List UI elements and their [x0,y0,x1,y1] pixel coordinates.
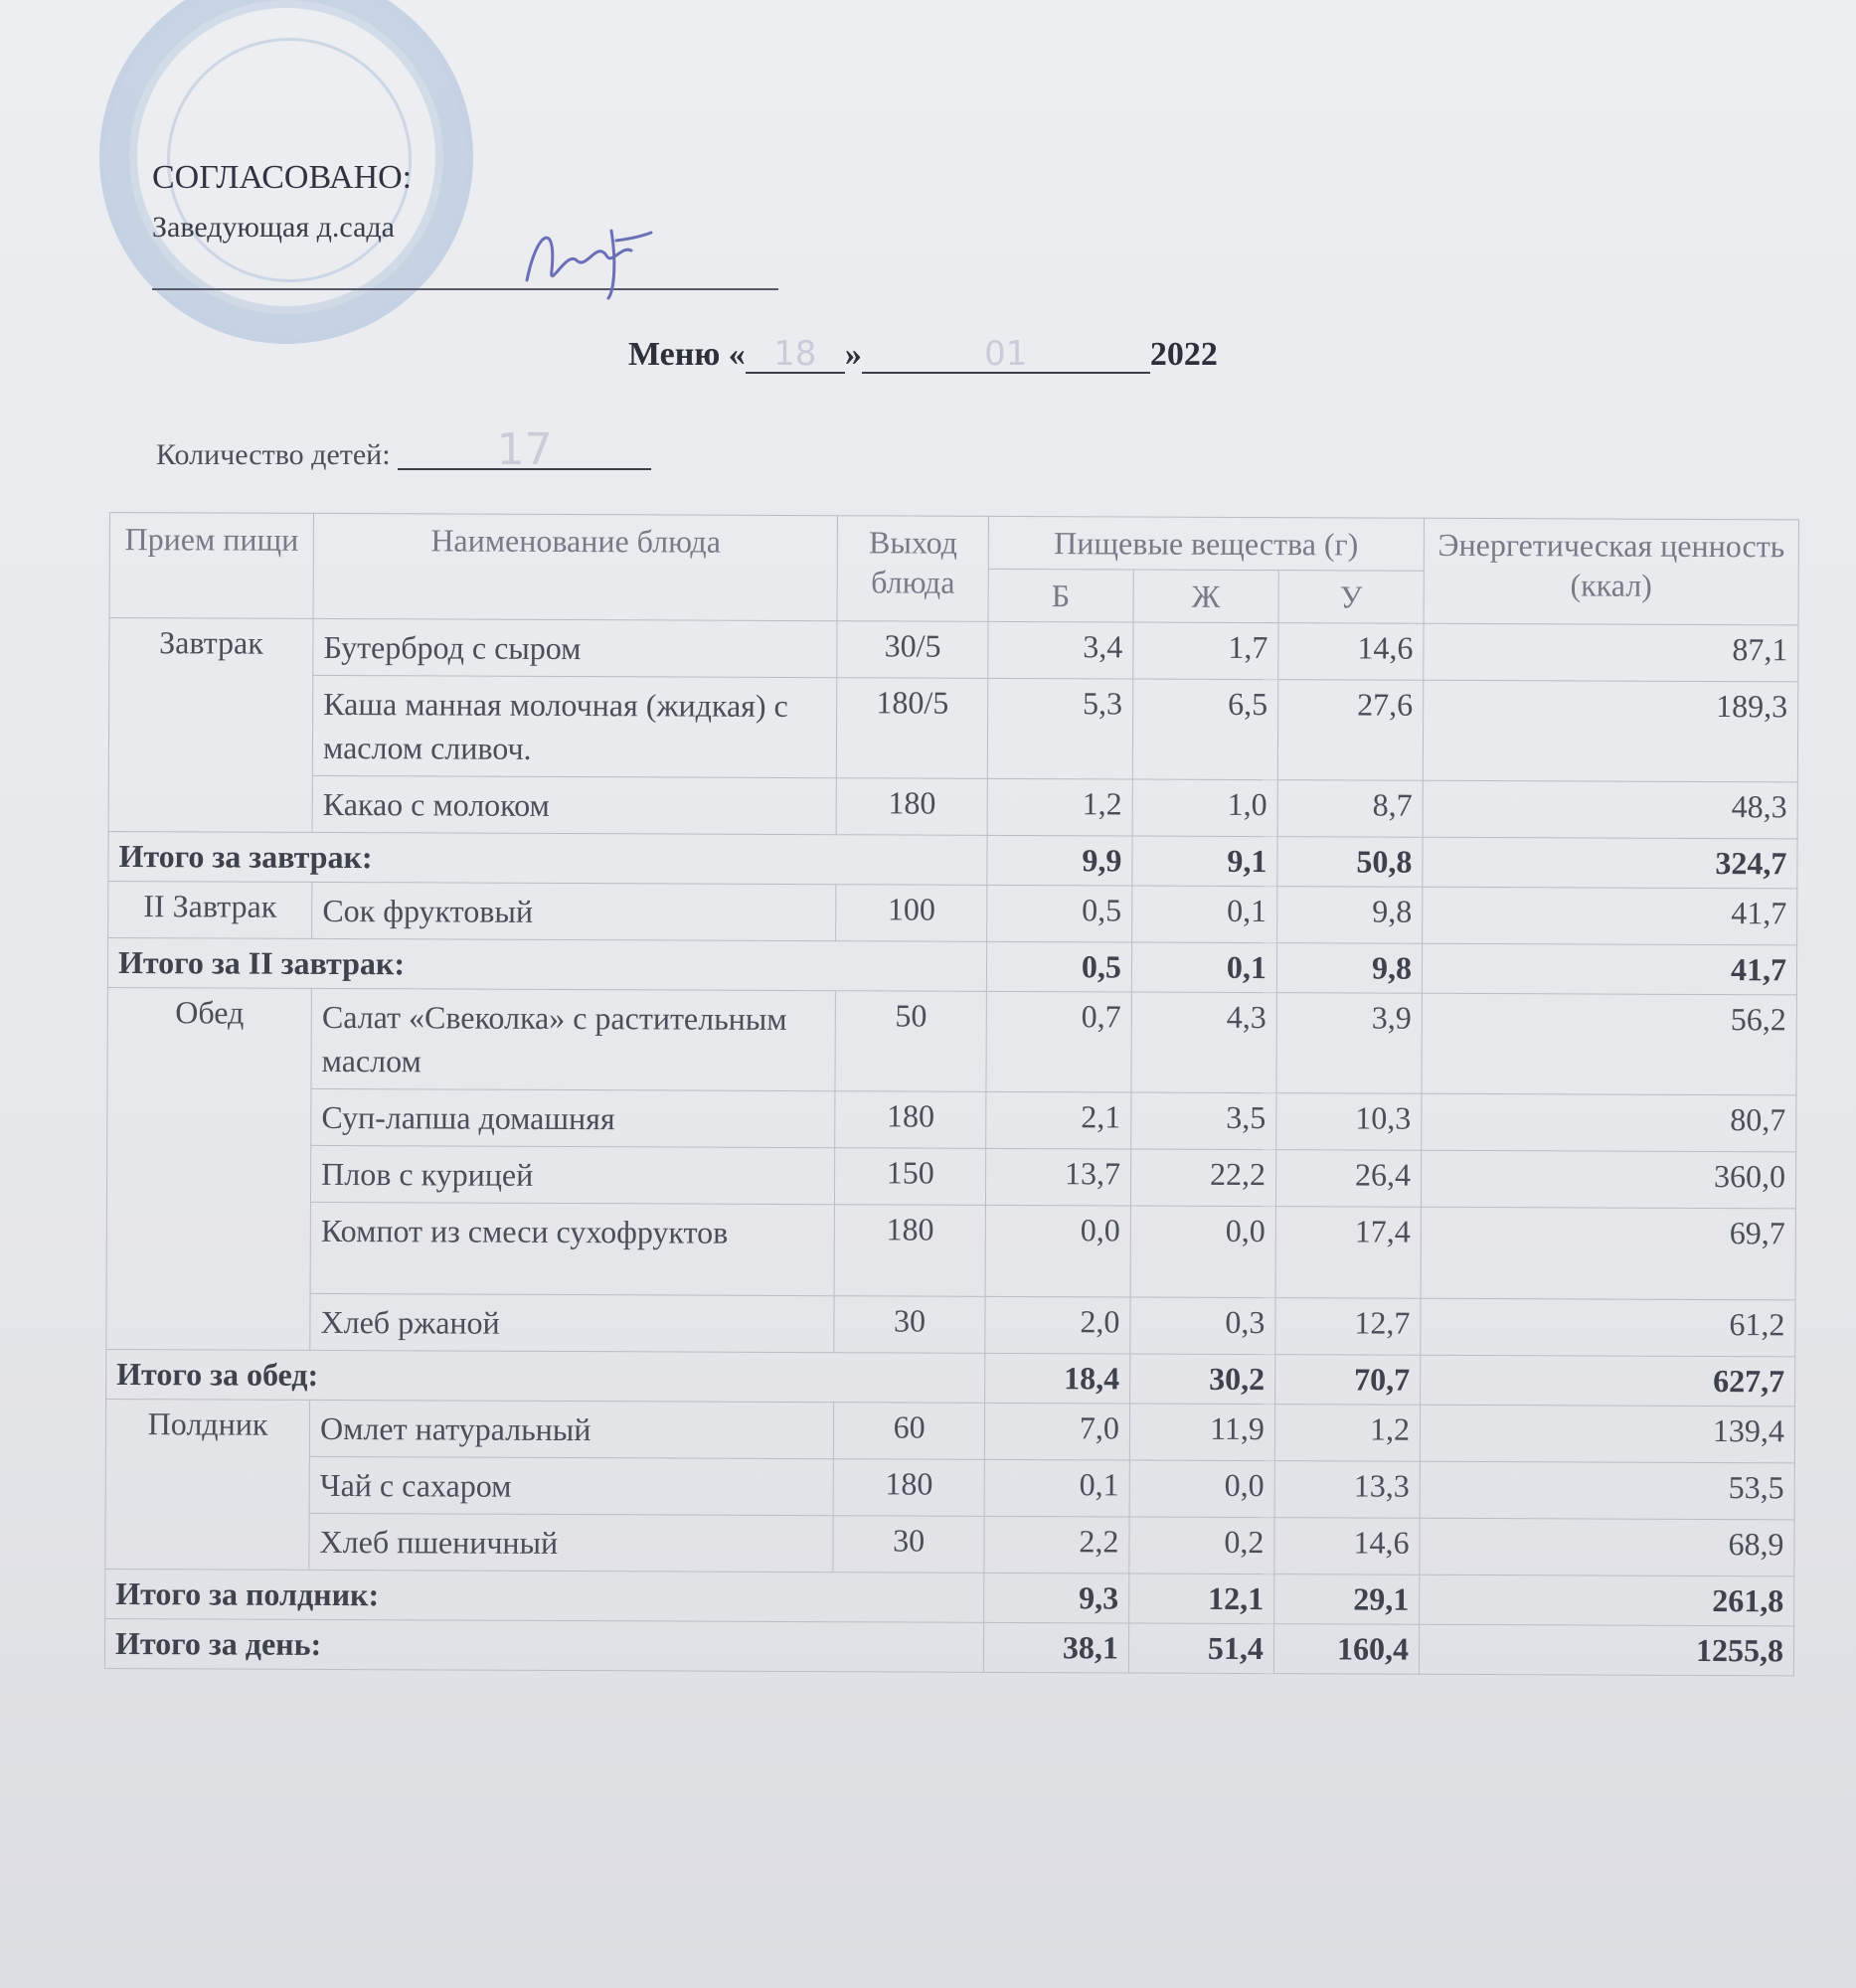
carbs-value: 26,4 [1275,1150,1421,1208]
fat-total: 51,4 [1128,1623,1273,1674]
protein-total: 9,3 [983,1573,1128,1623]
protein-value: 5,3 [987,678,1132,779]
table-row [105,1399,1794,1462]
dish-name: Какао с молоком [312,775,837,834]
carbs-value: 12,7 [1275,1298,1421,1356]
table-row [106,1292,1795,1356]
protein-value: 2,1 [986,1091,1131,1149]
fat-value: 11,9 [1129,1404,1274,1461]
table-row [108,881,1797,944]
dish-output: 30 [833,1516,984,1574]
fat-value: 22,2 [1130,1149,1275,1207]
dish-output: 60 [834,1403,985,1460]
menu-mid: » [844,336,862,373]
dish-output: 150 [835,1148,986,1206]
dish-name: Суп-лапша домашняя [311,1088,836,1147]
header-dish: Наименование блюда [313,513,838,620]
protein-total: 0,5 [986,941,1131,992]
dish-output: 180 [835,1205,986,1297]
kcal-total: 41,7 [1422,943,1796,995]
protein-total: 18,4 [984,1353,1129,1404]
kids-count-row [156,424,651,475]
meal-name: Обед [106,987,312,1350]
meal-name: Завтрак [108,618,313,833]
dish-name: Омлет натуральный [309,1400,834,1458]
fat-value: 1,0 [1132,779,1277,837]
total-label: Итого за завтрак: [108,831,987,885]
approved-label: СОГЛАСОВАНО: [152,159,413,196]
total-row [108,831,1797,888]
dish-output: 30/5 [837,621,988,679]
total-label: Итого за день: [104,1618,983,1672]
carbs-value: 10,3 [1276,1093,1422,1151]
dish-output: 100 [836,885,987,942]
kcal-total: 261,8 [1420,1574,1794,1626]
kcal-value: 41,7 [1423,887,1797,945]
protein-value: 1,2 [987,778,1132,836]
carbs-value: 8,7 [1277,780,1423,838]
menu-title [628,336,1218,374]
header-protein: Б [988,569,1133,622]
total-row [105,1569,1794,1625]
protein-value: 0,1 [984,1459,1129,1517]
kcal-value: 53,5 [1420,1461,1794,1520]
carbs-value: 27,6 [1277,680,1423,781]
table-row [107,1087,1796,1151]
signature-image [517,211,656,300]
fat-total: 9,1 [1132,836,1277,887]
header-nutrients: Пищевые вещества (г) [988,516,1424,571]
dish-output: 180/5 [837,678,988,779]
menu-table [104,512,1799,1676]
total-row [106,1349,1795,1406]
carbs-total: 160,4 [1273,1624,1419,1675]
kcal-value: 69,7 [1421,1207,1795,1300]
fat-value: 0,2 [1129,1517,1274,1574]
protein-value: 2,2 [984,1516,1129,1574]
position-label: Заведующая д.сада [152,211,395,244]
fat-value: 0,3 [1130,1297,1275,1355]
dish-name: Чай с сахаром [309,1456,834,1515]
carbs-total: 70,7 [1275,1355,1421,1406]
menu-month: 01 [862,336,1150,374]
fat-value: 1,7 [1133,622,1278,680]
header-energy: Энергетическая ценность (ккал) [1424,518,1798,625]
total-row [107,937,1796,994]
carbs-value: 14,6 [1278,623,1424,681]
dish-name: Хлеб пшеничный [309,1513,834,1572]
protein-total: 38,1 [983,1622,1128,1673]
fat-value: 4,3 [1131,992,1276,1093]
kcal-value: 80,7 [1422,1093,1796,1152]
carbs-value: 17,4 [1275,1207,1421,1299]
table-row [105,1455,1794,1519]
kcal-value: 189,3 [1423,680,1797,782]
meal-name: II Завтрак [108,881,312,938]
kcal-value: 61,2 [1421,1298,1795,1357]
protein-value: 13,7 [985,1148,1130,1206]
total-label: Итого за полдник: [105,1569,984,1622]
protein-value: 7,0 [984,1403,1129,1460]
fat-total: 30,2 [1130,1354,1275,1405]
dish-name: Каша манная молочная (жидкая) с маслом сливоч. [312,675,837,777]
menu-year: 2022 [1149,336,1218,373]
kcal-total: 324,7 [1423,837,1797,889]
kcal-total: 627,7 [1421,1355,1795,1407]
protein-value: 2,0 [985,1296,1130,1354]
dish-output: 180 [837,778,988,836]
kcal-value: 87,1 [1424,623,1798,682]
kcal-value: 139,4 [1420,1405,1794,1463]
meal-name: Полдник [105,1399,310,1570]
total-label: Итого за обед: [106,1349,985,1403]
carbs-total: 50,8 [1277,837,1423,888]
dish-name: Хлеб ржаной [310,1293,835,1352]
table-row [106,1144,1795,1208]
table-row [108,675,1797,782]
menu-day: 18 [746,336,845,374]
dish-output: 180 [834,1459,985,1517]
kcal-value: 68,9 [1420,1518,1794,1576]
dish-output: 180 [835,1091,986,1149]
table-row [106,1201,1795,1299]
fat-value: 0,0 [1129,1460,1274,1518]
protein-value: 0,0 [985,1205,1130,1297]
header-meal: Прием пищи [109,513,314,619]
carbs-total: 9,8 [1276,943,1422,994]
carbs-value: 14,6 [1274,1518,1420,1575]
kids-count: 17 [398,432,651,470]
header-fat: Ж [1133,570,1278,623]
kcal-total: 1255,8 [1419,1624,1793,1676]
carbs-total: 29,1 [1274,1574,1420,1625]
menu-prefix: Меню « [628,336,746,373]
table-row [109,618,1798,682]
table-row [108,774,1797,838]
dish-output: 30 [834,1296,985,1354]
protein-value: 3,4 [988,621,1133,679]
kcal-value: 56,2 [1422,993,1796,1095]
carbs-value: 9,8 [1277,887,1423,944]
header-carbs: У [1278,571,1424,624]
signature-line [152,288,778,290]
fat-total: 12,1 [1129,1574,1274,1624]
protein-value: 0,5 [986,885,1131,942]
table-row [107,987,1796,1094]
fat-value: 6,5 [1132,679,1277,780]
total-label: Итого за II завтрак: [107,937,986,991]
protein-total: 9,9 [987,835,1132,886]
dish-output: 50 [835,991,986,1092]
fat-value: 0,1 [1132,886,1277,943]
dish-name: Компот из смеси сухофруктов [310,1202,835,1295]
fat-value: 0,0 [1130,1206,1275,1298]
fat-total: 0,1 [1131,942,1276,993]
dish-name: Плов с курицей [311,1145,836,1204]
header-output: Выход блюда [837,516,988,622]
day-total-row [104,1618,1793,1675]
kcal-value: 360,0 [1421,1150,1795,1209]
table-row [105,1512,1794,1575]
dish-name: Салат «Свеколка» с растительным маслом [311,988,836,1090]
kcal-value: 48,3 [1423,780,1797,839]
dish-name: Бутерброд с сыром [313,618,838,677]
protein-value: 0,7 [986,991,1131,1092]
carbs-value: 13,3 [1274,1461,1420,1519]
kids-label: Количество детей: [156,438,391,471]
carbs-value: 1,2 [1274,1405,1420,1462]
dish-name: Сок фруктовый [312,882,837,940]
carbs-value: 3,9 [1276,993,1422,1094]
fat-value: 3,5 [1131,1092,1276,1150]
